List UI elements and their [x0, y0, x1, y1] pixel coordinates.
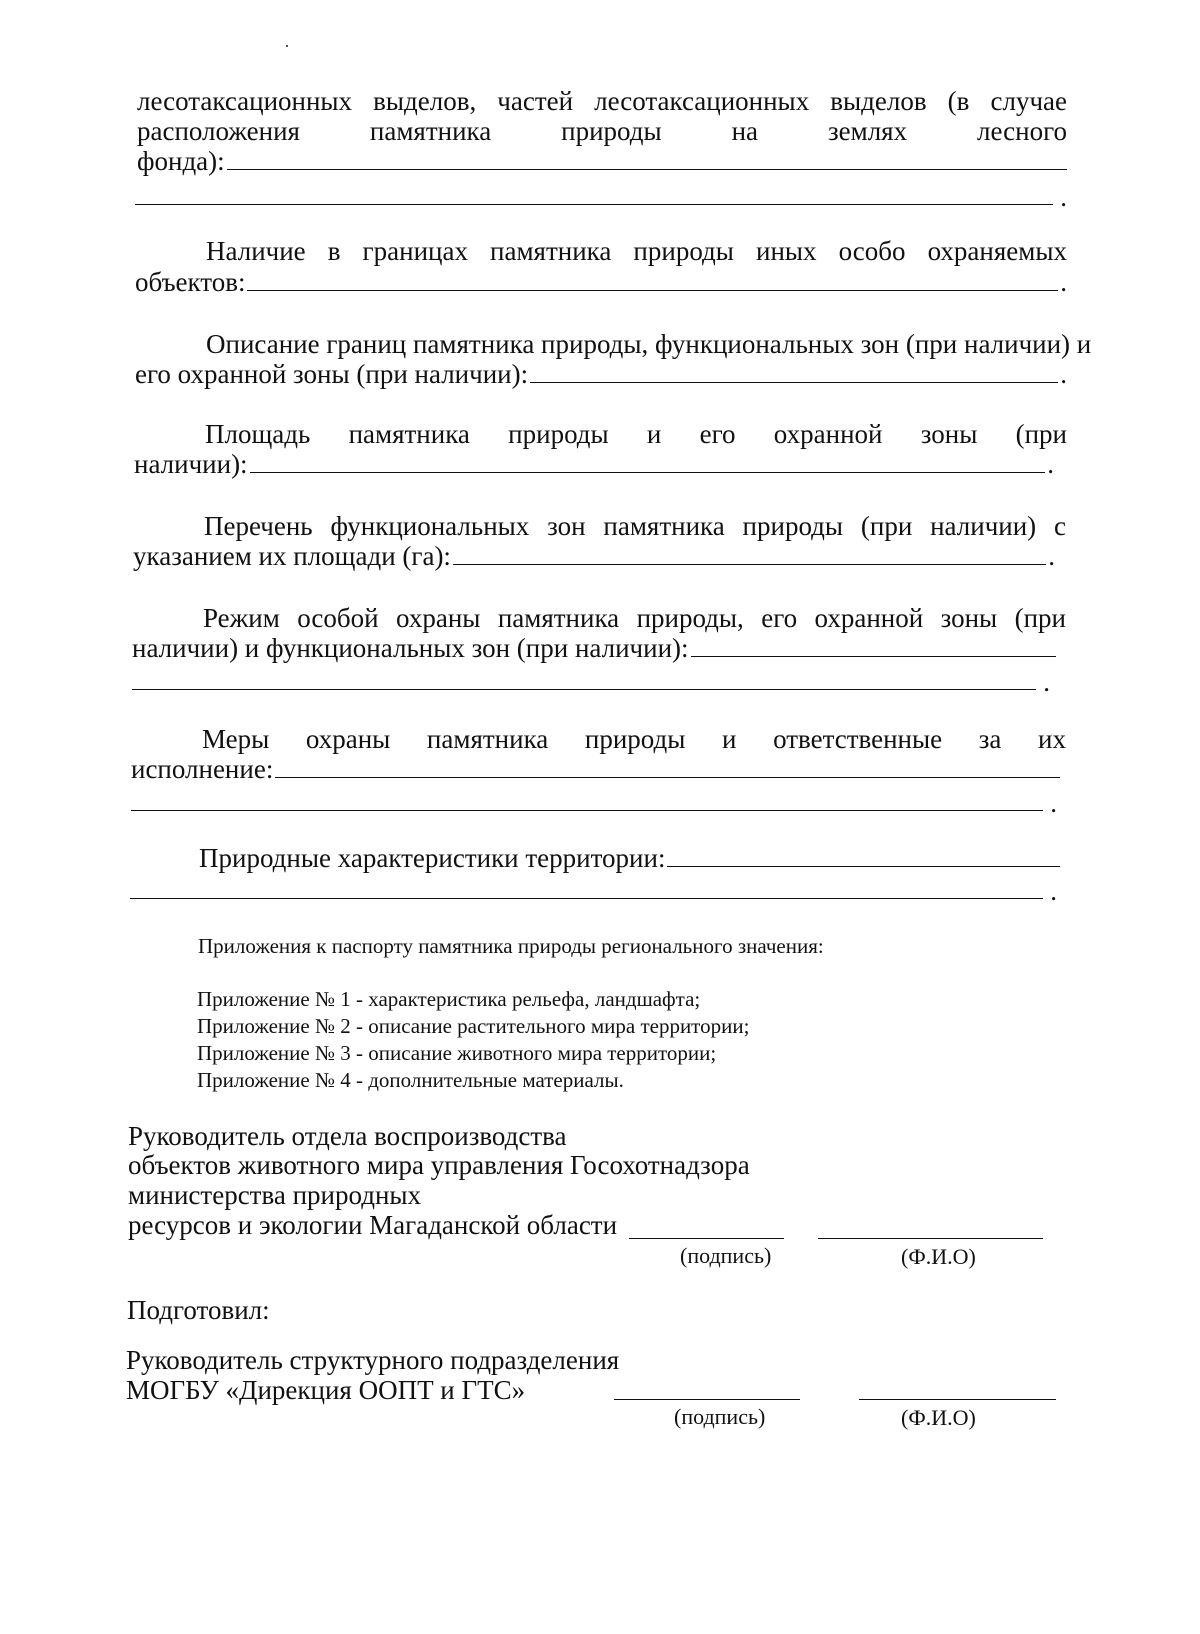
measures-label: исполнение:: [131, 754, 274, 784]
head-signature-caption: (подпись): [680, 1243, 772, 1268]
measures-field-continuation[interactable]: [131, 788, 1057, 819]
regime-label: наличии) и функциональных зон (при наличии):: [132, 633, 689, 663]
end-period: .: [1060, 359, 1067, 389]
other-objects-field[interactable]: [135, 267, 1067, 298]
head-title-line4: ресурсов и экологии Магаданской области: [128, 1210, 618, 1240]
preparer-signature-caption: (подпись): [674, 1404, 766, 1429]
scan-speck: [286, 45, 288, 47]
forest-plots-field-continuation[interactable]: [135, 182, 1067, 213]
natural-characteristics-field-continuation[interactable]: [130, 876, 1057, 907]
boundaries-field[interactable]: [135, 359, 1067, 390]
fill-in-line: [530, 360, 1058, 383]
appendices-list: [197, 986, 749, 1094]
fill-in-line: [691, 634, 1056, 657]
forest-plots-label: фонда):: [137, 146, 225, 176]
prepared-by-label: Подготовил:: [127, 1295, 270, 1325]
end-period: .: [1047, 449, 1054, 479]
zones-list-field[interactable]: [133, 541, 1055, 572]
other-objects-label: объектов:: [135, 267, 246, 297]
preparer-signature-line[interactable]: [614, 1399, 800, 1400]
fill-in-line: [227, 147, 1067, 170]
end-period: .: [1043, 667, 1050, 697]
end-period: .: [1050, 876, 1057, 906]
fill-in-line: [275, 755, 1060, 778]
fill-in-line: [250, 450, 1046, 473]
appendix-item: Приложение № 2 - описание растительного мира территории;: [197, 1014, 750, 1038]
boundaries-text-line1: Описание границ памятника природы, функциональных зон (при наличии) и: [206, 329, 1092, 359]
head-title-line3: министерства природных: [128, 1180, 422, 1210]
area-text-line1: Площадь памятника природы и его охранной зоны (при: [205, 419, 1067, 449]
boundaries-label: его охранной зоны (при наличии):: [135, 359, 529, 389]
regime-text-line1: Режим особой охраны памятника природы, его охранной зоны (при: [203, 603, 1066, 633]
preparer-name-line[interactable]: [859, 1399, 1056, 1400]
area-field[interactable]: [134, 449, 1054, 480]
end-period: .: [1050, 788, 1057, 818]
end-period: .: [1060, 267, 1067, 297]
fill-in-line: [131, 788, 1043, 811]
head-title-line1: Руководитель отдела воспроизводства: [128, 1121, 567, 1151]
appendix-item: Приложение № 1 - характеристика рельефа, ландшафта;: [197, 987, 701, 1011]
area-label: наличии):: [134, 449, 248, 479]
fill-in-line: [453, 542, 1046, 565]
other-objects-text-line1: Наличие в границах памятника природы иных особо охраняемых: [206, 236, 1067, 266]
fill-in-line: [130, 876, 1043, 899]
appendix-item: Приложение № 3 - описание животного мира территории;: [197, 1041, 717, 1065]
natural-characteristics-field[interactable]: [199, 843, 1060, 874]
appendices-heading: Приложения к паспорту памятника природы регионального значения:: [198, 934, 824, 958]
preparer-title-line2: МОГБУ «Дирекция ООПТ и ГТС»: [126, 1375, 526, 1405]
forest-plots-field[interactable]: [137, 146, 1067, 177]
forest-plots-text-line2: расположения памятника природы на землях лесного: [137, 116, 1067, 146]
head-name-caption: (Ф.И.О): [901, 1244, 976, 1269]
zones-list-label: указанием их площади (га):: [133, 541, 451, 571]
preparer-name-caption: (Ф.И.О): [901, 1405, 976, 1430]
end-period: .: [1060, 182, 1067, 212]
zones-list-text-line1: Перечень функциональных зон памятника природы (при наличии) с: [204, 511, 1066, 541]
fill-in-line: [247, 268, 1058, 291]
fill-in-line: [667, 844, 1060, 867]
preparer-title-line1: Руководитель структурного подразделения: [126, 1345, 620, 1375]
regime-field-continuation[interactable]: [132, 667, 1050, 698]
forest-plots-text-line1: лесотаксационных выделов, частей лесотаксационных выделов (в случае: [137, 86, 1067, 116]
fill-in-line: [135, 182, 1053, 205]
appendix-item: Приложение № 4 - дополнительные материалы.: [197, 1068, 624, 1092]
head-title-line2: объектов животного мира управления Госохотнадзора: [128, 1150, 750, 1180]
head-signature-line[interactable]: [629, 1238, 784, 1239]
natural-characteristics-label: Природные характеристики территории:: [199, 843, 666, 873]
head-name-line[interactable]: [818, 1238, 1043, 1239]
end-period: .: [1048, 541, 1055, 571]
regime-field[interactable]: [132, 633, 1056, 664]
measures-field[interactable]: [131, 754, 1060, 785]
fill-in-line: [132, 667, 1036, 690]
measures-text-line1: Меры охраны памятника природы и ответственные за их: [202, 724, 1066, 754]
